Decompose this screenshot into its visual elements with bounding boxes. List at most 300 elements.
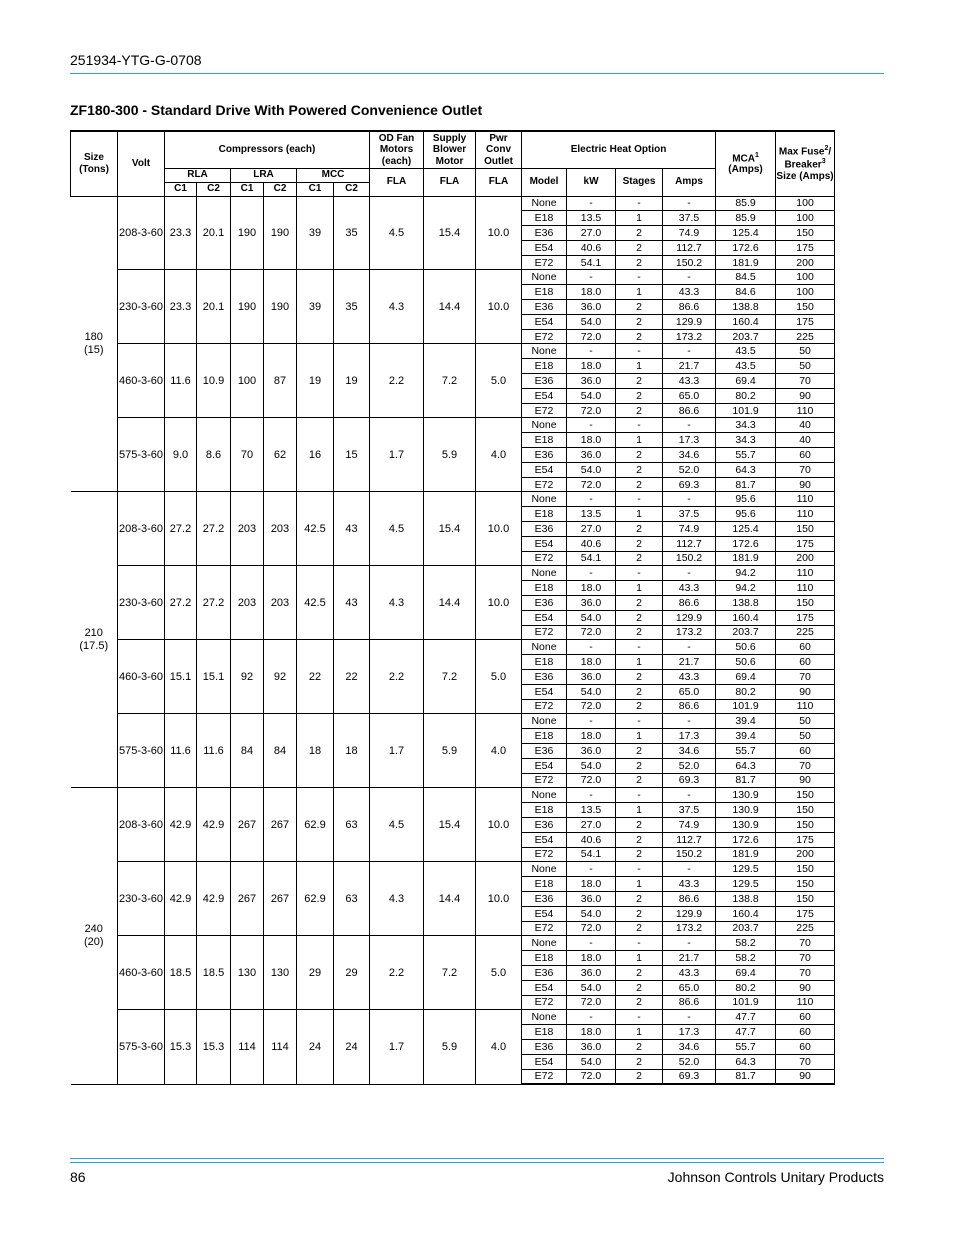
lra-c1-cell: 203 [231,492,264,566]
heat-model-cell: E72 [522,921,567,936]
heat-kw-cell: 36.0 [567,596,616,611]
supply-blower-fla-cell: 7.2 [424,936,476,1010]
volt-cell: 460-3-60 [118,936,165,1010]
mca-cell: 55.7 [716,1039,776,1054]
max-fuse-cell: 90 [776,388,835,403]
mca-cell: 80.2 [716,980,776,995]
heat-amps-cell: 129.9 [663,314,716,329]
mca-cell: 43.5 [716,344,776,359]
volt-cell: 575-3-60 [118,1010,165,1084]
heat-stages-cell: 2 [616,980,663,995]
heat-stages-cell: 2 [616,551,663,566]
heat-kw-cell: 27.0 [567,226,616,241]
heat-model-cell: E72 [522,329,567,344]
heat-model-cell: E36 [522,596,567,611]
heat-stages-cell: - [616,196,663,211]
heat-kw-cell: 36.0 [567,891,616,906]
heat-kw-cell: 36.0 [567,448,616,463]
mcc-c1-cell: 19 [297,344,334,418]
supply-blower-fla-cell: 15.4 [424,492,476,566]
size-tons: 240 [84,923,103,936]
lra-c2-header: C2 [264,182,297,196]
heat-stages-cell: 1 [616,877,663,892]
max-fuse-cell: 70 [776,1054,835,1069]
od-fan-fla-cell: 2.2 [370,344,424,418]
heat-stages-cell: - [616,492,663,507]
heat-stages-cell: 2 [616,684,663,699]
max-fuse-cell: 50 [776,344,835,359]
mca-cell: 80.2 [716,388,776,403]
od-fan-fla-cell: 4.5 [370,788,424,862]
heat-stages-cell: - [616,640,663,655]
size-cell [71,196,118,492]
heat-model-cell: None [522,1010,567,1025]
lra-c2-cell: 190 [264,270,297,344]
max-fuse-cell: 60 [776,1025,835,1040]
heat-stages-cell: - [616,788,663,803]
heat-kw-cell: 36.0 [567,374,616,389]
mca-cell: 203.7 [716,329,776,344]
max-fuse-cell: 90 [776,1069,835,1084]
heat-amps-cell: 43.3 [663,374,716,389]
heat-amps-cell: 86.6 [663,699,716,714]
heat-amps-cell: 52.0 [663,1054,716,1069]
heat-amps-cell: 129.9 [663,610,716,625]
heat-kw-cell: 72.0 [567,1069,616,1084]
max-fuse-cell: 90 [776,773,835,788]
lra-c2-cell: 87 [264,344,297,418]
heat-kw-cell: 54.0 [567,610,616,625]
rla-c1-cell: 23.3 [165,270,197,344]
heat-amps-cell: 34.6 [663,448,716,463]
supply-blower-fla-cell: 14.4 [424,270,476,344]
heat-model-cell: E18 [522,359,567,374]
max-fuse-cell: 100 [776,211,835,226]
heat-model-cell: E72 [522,625,567,640]
mcc-c2-cell: 24 [334,1010,370,1084]
heat-stages-cell: - [616,566,663,581]
max-fuse-cell: 60 [776,1039,835,1054]
heat-kw-cell: 36.0 [567,743,616,758]
mca-cell: 130.9 [716,803,776,818]
heat-amps-cell: 43.3 [663,965,716,980]
heat-kw-cell: 72.0 [567,773,616,788]
table-row [71,344,835,359]
heat-model-cell: E54 [522,758,567,773]
mcc-c1-cell: 24 [297,1010,334,1084]
max-fuse-cell: 60 [776,655,835,670]
heat-kw-cell: 18.0 [567,951,616,966]
max-fuse-cell: 60 [776,743,835,758]
heat-stages-cell: 1 [616,951,663,966]
mca-cell: 34.3 [716,418,776,433]
max-fuse-cell: 175 [776,906,835,921]
mca-cell: 39.4 [716,714,776,729]
heat-stages-cell: 2 [616,448,663,463]
heat-model-cell: E18 [522,581,567,596]
mca-header: MCA$^1$ (Amps) [716,131,776,196]
pwr-conv-fla-cell: 10.0 [476,566,522,640]
company-name: Johnson Controls Unitary Products [667,1169,884,1185]
mca-cell: 203.7 [716,625,776,640]
stages-header: Stages [616,168,663,196]
heat-model-cell: E36 [522,743,567,758]
rla-c1-cell: 42.9 [165,788,197,862]
heat-kw-cell: - [567,714,616,729]
heat-stages-cell: 2 [616,699,663,714]
rla-c1-cell: 27.2 [165,566,197,640]
heat-model-cell: None [522,418,567,433]
heat-kw-cell: 13.5 [567,507,616,522]
lra-c1-cell: 70 [231,418,264,492]
max-fuse-cell: 70 [776,951,835,966]
heat-kw-cell: 72.0 [567,477,616,492]
heat-kw-cell: - [567,492,616,507]
page-number: 86 [70,1169,86,1185]
heat-kw-cell: - [567,1010,616,1025]
heat-model-cell: E36 [522,1039,567,1054]
heat-amps-cell: 86.6 [663,891,716,906]
max-fuse-cell: 200 [776,847,835,862]
max-fuse-cell: 110 [776,566,835,581]
mcc-c1-cell: 16 [297,418,334,492]
mca-cell: 50.6 [716,640,776,655]
heat-stages-cell: 2 [616,610,663,625]
heat-model-cell: E18 [522,803,567,818]
lra-c1-cell: 267 [231,788,264,862]
heat-kw-cell: 72.0 [567,625,616,640]
mca-cell: 84.5 [716,270,776,285]
heat-amps-cell: 74.9 [663,817,716,832]
lra-c1-cell: 92 [231,640,264,714]
rla-c2-cell: 42.9 [197,862,231,936]
heat-amps-cell: 112.7 [663,536,716,551]
heat-stages-cell: - [616,936,663,951]
heat-amps-cell: 86.6 [663,596,716,611]
pwr-conv-fla-cell: 10.0 [476,270,522,344]
mcc-c2-cell: 43 [334,492,370,566]
max-fuse-cell: 90 [776,477,835,492]
supply-blower-fla-cell: 14.4 [424,862,476,936]
heat-amps-cell: 150.2 [663,847,716,862]
heat-amps-cell: 43.3 [663,285,716,300]
heat-kw-cell: - [567,936,616,951]
size-cell [71,492,118,788]
heat-kw-cell: 18.0 [567,581,616,596]
max-fuse-header: Max Fuse$^2$/ Breaker$^3$ Size (Amps) [776,131,835,196]
mcc-c1-cell: 42.5 [297,566,334,640]
volt-cell: 208-3-60 [118,196,165,270]
max-fuse-cell: 40 [776,418,835,433]
max-fuse-cell: 150 [776,596,835,611]
heat-stages-cell: 2 [616,921,663,936]
mca-cell: 47.7 [716,1025,776,1040]
heat-kw-cell: 27.0 [567,817,616,832]
mca-cell: 181.9 [716,255,776,270]
mcc-c2-cell: 35 [334,270,370,344]
heat-model-cell: E36 [522,226,567,241]
heat-amps-cell: 43.3 [663,877,716,892]
table-body [71,196,835,1084]
mca-cell: 39.4 [716,729,776,744]
supply-blower-fla-cell: 5.9 [424,418,476,492]
heat-amps-cell: 112.7 [663,240,716,255]
rla-c2-cell: 20.1 [197,270,231,344]
heat-model-cell: E54 [522,610,567,625]
volt-cell: 208-3-60 [118,788,165,862]
heat-amps-cell: 112.7 [663,832,716,847]
lra-c1-cell: 190 [231,196,264,270]
heat-stages-cell: 2 [616,832,663,847]
mcc-c1-header: C1 [297,182,334,196]
heat-amps-cell: 69.3 [663,1069,716,1084]
od-fan-fla-header: FLA [370,168,424,196]
rla-c1-cell: 11.6 [165,714,197,788]
mca-cell: 94.2 [716,566,776,581]
mcc-c2-cell: 19 [334,344,370,418]
heat-amps-cell: 21.7 [663,951,716,966]
mcc-c1-cell: 62.9 [297,862,334,936]
max-fuse-cell: 150 [776,788,835,803]
supply-blower-fla-cell: 5.9 [424,714,476,788]
mca-cell: 125.4 [716,522,776,537]
max-fuse-cell: 70 [776,965,835,980]
heat-stages-cell: 2 [616,536,663,551]
heat-model-cell: E72 [522,773,567,788]
lra-c2-cell: 190 [264,196,297,270]
document-id: 251934-YTG-G-0708 [70,52,202,68]
table-row [71,492,835,507]
heat-amps-cell: 17.3 [663,1025,716,1040]
mcc-c1-cell: 62.9 [297,788,334,862]
heat-amps-cell: 37.5 [663,211,716,226]
heat-model-cell: E36 [522,670,567,685]
heat-amps-cell: 65.0 [663,388,716,403]
supply-blower-fla-header: FLA [424,168,476,196]
table-row [71,640,835,655]
heat-kw-cell: - [567,862,616,877]
heat-model-cell: None [522,492,567,507]
heat-model-cell: E72 [522,551,567,566]
pwr-conv-fla-cell: 10.0 [476,196,522,270]
pwr-conv-header: Pwr Conv Outlet [476,131,522,168]
heat-kw-cell: 18.0 [567,655,616,670]
pwr-conv-fla-header: FLA [476,168,522,196]
heat-stages-cell: 2 [616,1069,663,1084]
mca-cell: 181.9 [716,847,776,862]
heat-amps-cell: 52.0 [663,758,716,773]
mca-cell: 58.2 [716,951,776,966]
od-fan-header: OD Fan Motors (each) [370,131,424,168]
heat-kw-cell: 18.0 [567,285,616,300]
mca-cell: 81.7 [716,1069,776,1084]
rla-c1-cell: 18.5 [165,936,197,1010]
max-fuse-cell: 90 [776,980,835,995]
model-header: Model [522,168,567,196]
max-fuse-cell: 150 [776,817,835,832]
heat-model-cell: E72 [522,699,567,714]
heat-model-cell: E18 [522,655,567,670]
heat-kw-cell: 36.0 [567,300,616,315]
heat-stages-cell: 1 [616,507,663,522]
heat-kw-cell: 54.0 [567,684,616,699]
table-row [71,418,835,433]
heat-model-cell: E18 [522,433,567,448]
heat-stages-cell: 2 [616,255,663,270]
heat-stages-cell: 2 [616,817,663,832]
heat-stages-cell: 2 [616,1054,663,1069]
rla-c1-cell: 42.9 [165,862,197,936]
heat-stages-cell: 1 [616,1025,663,1040]
lra-header: LRA [231,168,297,182]
heat-model-cell: E72 [522,995,567,1010]
heat-model-cell: E18 [522,285,567,300]
mca-cell: 101.9 [716,995,776,1010]
heat-kw-cell: - [567,418,616,433]
mca-cell: 160.4 [716,314,776,329]
od-fan-fla-cell: 4.3 [370,566,424,640]
heat-kw-cell: 36.0 [567,670,616,685]
heat-model-cell: None [522,196,567,211]
max-fuse-cell: 50 [776,729,835,744]
rla-c2-cell: 27.2 [197,492,231,566]
volt-cell: 230-3-60 [118,566,165,640]
rla-header: RLA [165,168,231,182]
supply-blower-fla-cell: 5.9 [424,1010,476,1084]
max-fuse-cell: 110 [776,995,835,1010]
pwr-conv-fla-cell: 5.0 [476,344,522,418]
supply-blower-fla-cell: 15.4 [424,788,476,862]
heat-amps-cell: 69.3 [663,773,716,788]
heat-kw-cell: 36.0 [567,1039,616,1054]
mcc-c1-cell: 42.5 [297,492,334,566]
lra-c2-cell: 267 [264,788,297,862]
max-fuse-cell: 150 [776,862,835,877]
heat-amps-cell: - [663,344,716,359]
heat-kw-cell: 72.0 [567,921,616,936]
electric-heat-header: Electric Heat Option [522,131,716,168]
mca-cell: 172.6 [716,832,776,847]
heat-stages-cell: 2 [616,403,663,418]
heat-kw-cell: - [567,566,616,581]
rla-c2-cell: 18.5 [197,936,231,1010]
heat-amps-cell: - [663,270,716,285]
heat-stages-cell: 2 [616,625,663,640]
heat-amps-cell: 86.6 [663,300,716,315]
table-header [71,131,835,196]
max-fuse-cell: 50 [776,359,835,374]
mca-cell: 50.6 [716,655,776,670]
compressors-header: Compressors (each) [165,131,370,168]
heat-amps-cell: 17.3 [663,729,716,744]
rla-c1-cell: 11.6 [165,344,197,418]
max-fuse-cell: 100 [776,270,835,285]
table-title: ZF180-300 - Standard Drive With Powered Convenience Outlet [70,102,483,118]
rla-c1-cell: 15.3 [165,1010,197,1084]
rla-c2-cell: 11.6 [197,714,231,788]
heat-kw-cell: 18.0 [567,877,616,892]
pwr-conv-fla-cell: 10.0 [476,862,522,936]
volt-header: Volt [118,131,165,196]
heat-model-cell: E54 [522,906,567,921]
mca-cell: 160.4 [716,610,776,625]
heat-stages-cell: 2 [616,670,663,685]
mca-cell: 95.6 [716,507,776,522]
heat-stages-cell: - [616,1010,663,1025]
heat-kw-cell: 54.0 [567,906,616,921]
heat-stages-cell: - [616,270,663,285]
heat-amps-cell: 150.2 [663,551,716,566]
volt-cell: 230-3-60 [118,270,165,344]
heat-kw-cell: 18.0 [567,359,616,374]
table-row [71,714,835,729]
heat-amps-cell: 129.9 [663,906,716,921]
heat-amps-cell: 43.3 [663,670,716,685]
heat-stages-cell: 1 [616,433,663,448]
lra-c1-header: C1 [231,182,264,196]
heat-model-cell: E54 [522,314,567,329]
heat-model-cell: E36 [522,522,567,537]
mca-cell: 69.4 [716,965,776,980]
lra-c1-cell: 114 [231,1010,264,1084]
heat-model-cell: E72 [522,403,567,418]
mcc-c2-cell: 15 [334,418,370,492]
table-row [71,1010,835,1025]
max-fuse-cell: 175 [776,832,835,847]
mca-cell: 138.8 [716,891,776,906]
pwr-conv-fla-cell: 5.0 [476,936,522,1010]
heat-kw-cell: 54.0 [567,980,616,995]
mcc-c1-cell: 22 [297,640,334,714]
max-fuse-cell: 90 [776,684,835,699]
header-rule [70,73,884,74]
heat-amps-cell: 69.3 [663,477,716,492]
heat-amps-cell: 173.2 [663,921,716,936]
heat-stages-cell: 1 [616,803,663,818]
heat-stages-cell: 2 [616,965,663,980]
max-fuse-cell: 175 [776,536,835,551]
mcc-c2-cell: 35 [334,196,370,270]
heat-amps-cell: - [663,418,716,433]
heat-amps-cell: - [663,196,716,211]
max-fuse-cell: 70 [776,462,835,477]
heat-kw-cell: 72.0 [567,699,616,714]
size-tons: 180 [84,331,103,344]
mca-cell: 172.6 [716,240,776,255]
heat-amps-cell: 74.9 [663,522,716,537]
heat-stages-cell: - [616,418,663,433]
lra-c1-cell: 190 [231,270,264,344]
supply-blower-fla-cell: 14.4 [424,566,476,640]
lra-c2-cell: 203 [264,566,297,640]
mcc-c1-cell: 39 [297,270,334,344]
heat-amps-cell: 21.7 [663,359,716,374]
mca-cell: 64.3 [716,758,776,773]
rla-c2-cell: 20.1 [197,196,231,270]
heat-amps-cell: 52.0 [663,462,716,477]
max-fuse-cell: 150 [776,877,835,892]
mca-cell: 172.6 [716,536,776,551]
heat-model-cell: None [522,270,567,285]
lra-c2-cell: 130 [264,936,297,1010]
heat-stages-cell: 1 [616,581,663,596]
max-fuse-cell: 70 [776,936,835,951]
heat-model-cell: E18 [522,507,567,522]
pwr-conv-fla-cell: 10.0 [476,492,522,566]
od-fan-fla-cell: 2.2 [370,640,424,714]
mcc-c2-cell: 63 [334,862,370,936]
mca-cell: 95.6 [716,492,776,507]
